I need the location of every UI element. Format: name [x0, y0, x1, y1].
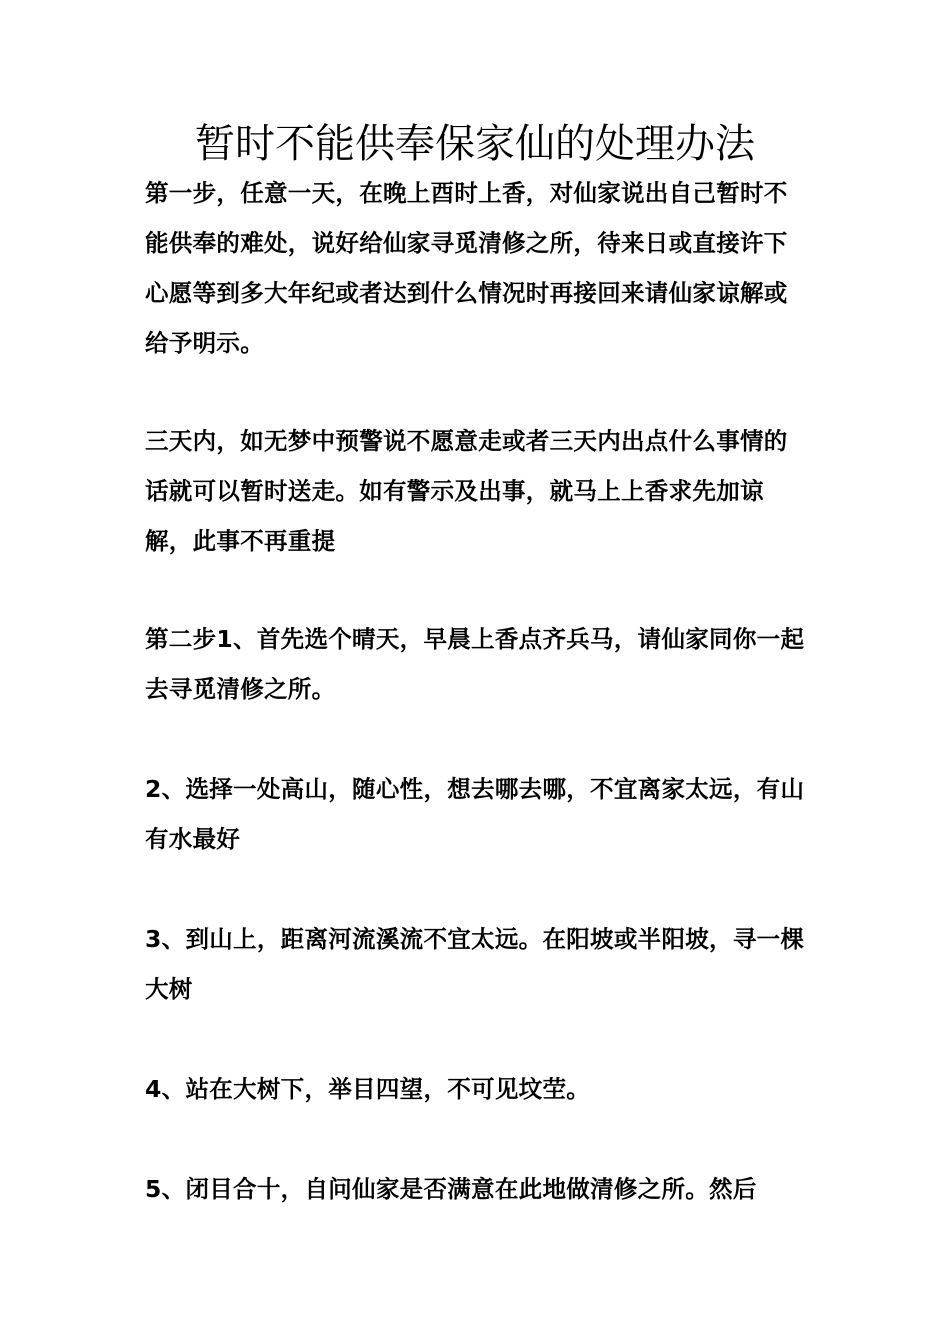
paragraph-step-two-4: 4、站在大树下，举目四望，不可见坟茔。 [145, 1075, 591, 1103]
paragraph-step-two-5: 5、闭目合十，自问仙家是否满意在此地做清修之所。然后 [145, 1175, 757, 1203]
paragraph-step-two-2: 2、选择一处高山，随心性，想去哪去哪，不宜离家太远，有山有水最好 [145, 775, 805, 853]
document-title: 暂时不能供奉保家仙的处理办法 [195, 121, 755, 167]
paragraph-step-two-1: 第二步1、首先选个晴天，早晨上香点齐兵马，请仙家同你一起去寻觅清修之所。 [145, 625, 805, 703]
paragraph-step-one: 第一步，任意一天，在晚上酉时上香，对仙家说出自己暂时不能供奉的难处，说好给仙家寻觅清修之所，待来日或直接许下心愿等到多大年纪或者达到什么情况时再接回来请仙家谅解或给予明示。 [145, 179, 788, 357]
paragraph-step-two-3: 3、到山上，距离河流溪流不宜太远。在阳坡或半阳坡，寻一棵大树 [145, 925, 805, 1003]
paragraph-three-days: 三天内，如无梦中预警说不愿意走或者三天内出点什么事情的话就可以暂时送走。如有警示及出事，就马上上香求先加谅解，此事不再重提 [145, 427, 788, 555]
